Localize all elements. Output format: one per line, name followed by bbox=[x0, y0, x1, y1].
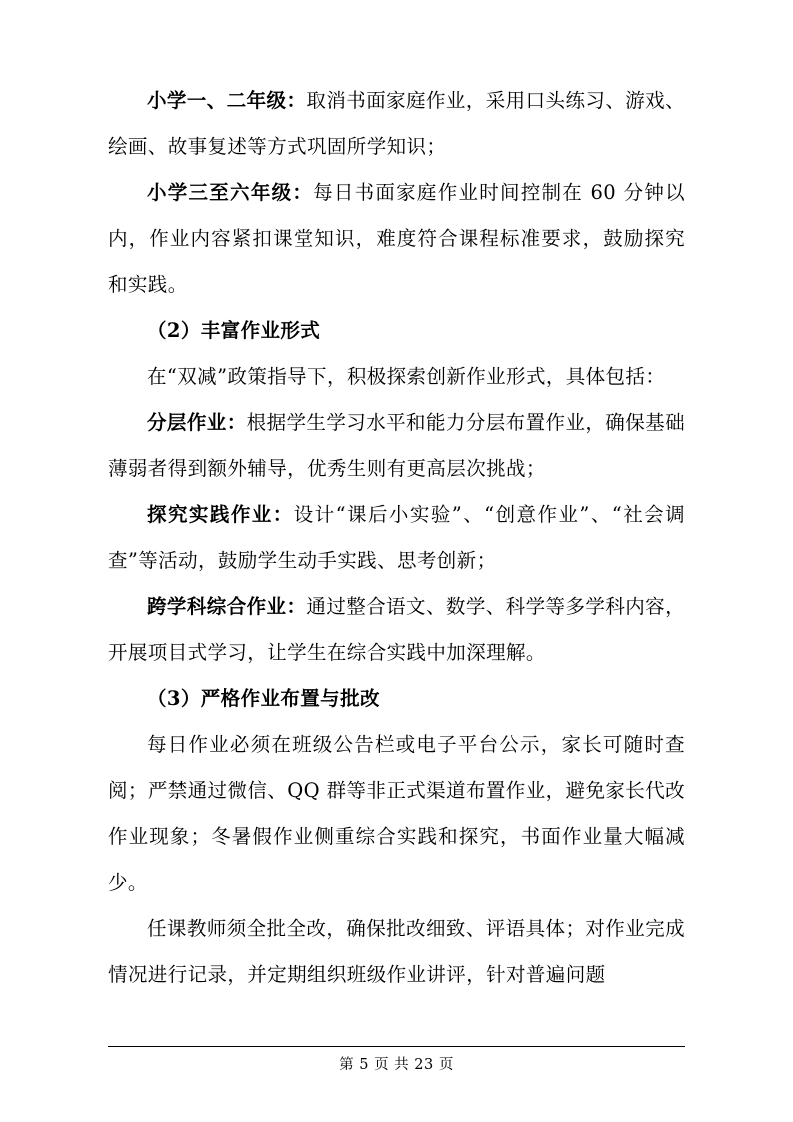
heading-fuzhi-zuoye-xingshi-text: （2）丰富作业形式 bbox=[147, 319, 321, 342]
paragraph-7-text: 通过整合语文、数学、科学等多学科内容，开展项目式学习，让学生在综合实践中加深理解。 bbox=[108, 595, 685, 664]
heading-yange-zuoye-buzhi bbox=[108, 676, 685, 722]
paragraph-2-text: 每日书面家庭作业时间控制在 60 分钟以内，作业内容紧扣课堂知识，难度符合课程标准要求，鼓励探究和实践。 bbox=[108, 181, 685, 296]
paragraph-9 bbox=[108, 722, 685, 906]
paragraph-5-text: 根据学生学习水平和能力分层布置作业，确保基础薄弱者得到额外辅导，优秀生则有更高层次挑战； bbox=[108, 411, 685, 480]
footer-divider bbox=[108, 1046, 685, 1047]
document-body bbox=[108, 78, 685, 998]
paragraph-1-text: 取消书面家庭作业，采用口头练习、游戏、绘画、故事复述等方式巩固所学知识； bbox=[108, 89, 685, 158]
heading-fuzhi-zuoye-xingshi bbox=[108, 308, 685, 354]
paragraph-10-text: 任课教师须全批全改，确保批改细致、评语具体；对作业完成情况进行记录，并定期组织班级作业讲评，针对普遍问题 bbox=[108, 917, 685, 986]
paragraph-5 bbox=[108, 400, 685, 492]
paragraph-6-lead: 探究实践作业： bbox=[147, 503, 294, 526]
page-number: 第 5 页 共 23 页 bbox=[339, 1057, 454, 1073]
heading-yange-zuoye-buzhi-text: （3）严格作业布置与批改 bbox=[147, 687, 380, 710]
paragraph-2 bbox=[108, 170, 685, 308]
page-footer bbox=[108, 1046, 685, 1074]
paragraph-5-lead: 分层作业： bbox=[147, 411, 247, 434]
paragraph-6 bbox=[108, 492, 685, 584]
paragraph-4-text: 在“双减”政策指导下，积极探索创新作业形式，具体包括： bbox=[147, 365, 666, 388]
paragraph-1 bbox=[108, 78, 685, 170]
paragraph-7-lead: 跨学科综合作业： bbox=[147, 595, 307, 618]
paragraph-1-lead: 小学一、二年级： bbox=[147, 89, 307, 112]
paragraph-9-text: 每日作业必须在班级公告栏或电子平台公示，家长可随时查阅；严禁通过微信、QQ 群等非正式渠道布置作业，避免家长代改作业现象；冬暑假作业侧重综合实践和探究，书面作业量大幅减少。 bbox=[108, 733, 685, 894]
paragraph-4 bbox=[108, 354, 685, 400]
paragraph-7 bbox=[108, 584, 685, 676]
paragraph-10 bbox=[108, 906, 685, 998]
paragraph-6-text: 设计“课后小实验”、“创意作业”、“社会调查”等活动，鼓励学生动手实践、思考创新； bbox=[108, 503, 685, 572]
paragraph-2-lead: 小学三至六年级： bbox=[147, 181, 314, 204]
